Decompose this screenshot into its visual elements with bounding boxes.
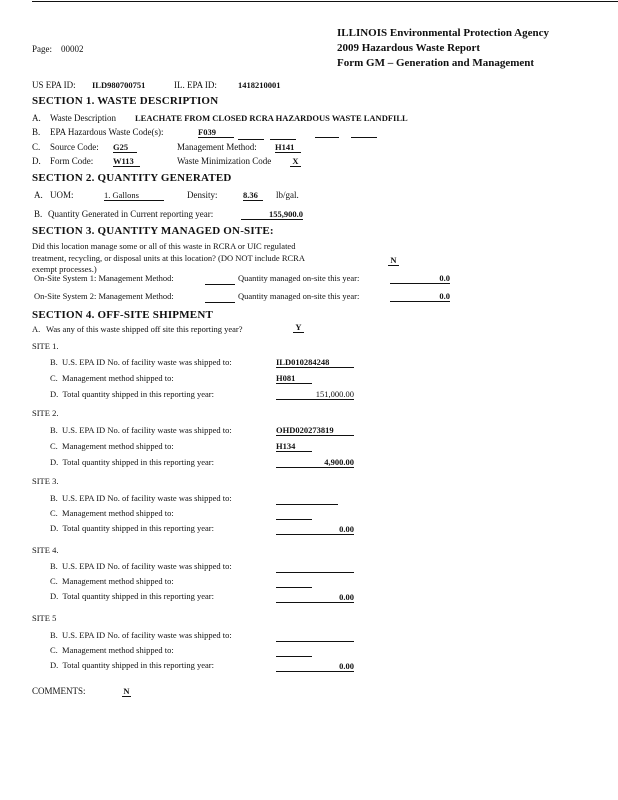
source-code-value: G25	[113, 142, 137, 153]
onsite-system1-method-blank	[205, 284, 235, 285]
site3-epa-id-blank	[276, 504, 338, 505]
waste-description-value: LEACHATE FROM CLOSED RCRA HAZARDOUS WASTE LANDFILL	[135, 113, 408, 123]
form-code-label: Form Code:	[50, 156, 94, 166]
waste-description-label: Waste Description	[50, 113, 117, 123]
s1-d-letter: D.	[32, 156, 41, 166]
site3-title: SITE 3.	[32, 476, 59, 486]
site1-method-value: H081	[276, 373, 312, 384]
site2-qty-value: 4,900.00	[276, 457, 354, 468]
site1-qty-value: 151,000.00	[276, 389, 354, 400]
site1-title: SITE 1.	[32, 341, 59, 351]
s1-a-letter: A.	[32, 113, 41, 123]
form-code-value: W113	[113, 156, 140, 167]
site3-qty-label: D. Total quantity shipped in this reporting year:	[50, 523, 214, 533]
site5-method-label: C. Management method shipped to:	[50, 645, 174, 655]
site4-epa-id-blank	[276, 572, 354, 573]
quantity-generated-label: Quantity Generated in Current reporting year:	[48, 209, 214, 219]
hazardous-code-label: EPA Hazardous Waste Code(s):	[50, 127, 164, 137]
site1-qty-label: D. Total quantity shipped in this reporting year:	[50, 389, 214, 399]
onsite-question-line2: treatment, recycling, or disposal units at this location? (DO NOT include RCRA	[32, 253, 305, 263]
site3-method-label: C. Management method shipped to:	[50, 508, 174, 518]
s2-a-letter: A.	[34, 190, 43, 200]
site2-title: SITE 2.	[32, 408, 59, 418]
onsite-question-line1: Did this location manage some or all of this waste in RCRA or UIC regulated	[32, 241, 296, 251]
shipped-offsite-label: Was any of this waste shipped off site this reporting year?	[46, 324, 243, 334]
section3-title: SECTION 3. QUANTITY MANAGED ON-SITE:	[32, 225, 274, 237]
il-epa-id-label: IL. EPA ID:	[174, 80, 217, 90]
onsite-system1-qty-value: 0.0	[390, 273, 450, 284]
density-unit: lb/gal.	[276, 190, 299, 200]
hazardous-code-blank-3	[315, 137, 339, 138]
site2-qty-label: D. Total quantity shipped in this reporting year:	[50, 457, 214, 467]
site4-qty-label: D. Total quantity shipped in this reporting year:	[50, 591, 214, 601]
report-title: 2009 Hazardous Waste Report	[337, 42, 481, 54]
source-code-label: Source Code:	[50, 142, 99, 152]
il-epa-id-value: 1418210001	[238, 80, 281, 90]
site5-epa-id-label: B. U.S. EPA ID No. of facility waste was shipped to:	[50, 630, 232, 640]
page-number: 00002	[61, 44, 84, 54]
onsite-system2-method-blank	[205, 302, 235, 303]
top-border-line	[32, 1, 618, 2]
site3-method-blank	[276, 519, 312, 520]
site3-qty-value: 0.00	[276, 524, 354, 535]
page-label: Page: 00002	[32, 44, 84, 54]
s2-b-letter: B.	[34, 209, 43, 219]
site4-qty-value: 0.00	[276, 592, 354, 603]
site2-method-value: H134	[276, 441, 312, 452]
s4-a-letter: A.	[32, 324, 41, 334]
onsite-system1-qty-label: Quantity managed on-site this year:	[238, 273, 360, 283]
s1-b-letter: B.	[32, 127, 41, 137]
waste-minimization-label: Waste Minimization Code	[177, 156, 272, 166]
comments-value: N	[123, 686, 130, 696]
site4-method-label: C. Management method shipped to:	[50, 576, 174, 586]
site3-epa-id-label: B. U.S. EPA ID No. of facility waste was shipped to:	[50, 493, 232, 503]
section1-title: SECTION 1. WASTE DESCRIPTION	[32, 95, 219, 107]
waste-minimization-value: X	[290, 156, 301, 167]
s1-c-letter: C.	[32, 142, 41, 152]
hazardous-code-blank-1	[238, 139, 264, 140]
site2-method-label: C. Management method shipped to:	[50, 441, 174, 451]
density-value: 8.36	[243, 190, 263, 201]
site1-epa-id-value: ILD010284248	[276, 357, 354, 368]
site1-epa-id-label: B. U.S. EPA ID No. of facility waste was shipped to:	[50, 357, 232, 367]
site4-epa-id-label: B. U.S. EPA ID No. of facility waste was shipped to:	[50, 561, 232, 571]
quantity-generated-value: 155,900.0	[241, 209, 303, 220]
comments-label: COMMENTS:	[32, 686, 86, 696]
site5-qty-label: D. Total quantity shipped in this reporting year:	[50, 660, 214, 670]
site4-method-blank	[276, 587, 312, 588]
form-title: Form GM – Generation and Management	[337, 57, 535, 69]
agency-title: ILLINOIS Environmental Protection Agency	[337, 27, 549, 39]
site5-method-blank	[276, 656, 312, 657]
site4-title: SITE 4.	[32, 545, 59, 555]
site5-title: SITE 5	[32, 613, 57, 623]
site5-epa-id-blank	[276, 641, 354, 642]
hazardous-code-blank-4	[351, 137, 377, 138]
onsite-system2-qty-value: 0.0	[390, 291, 450, 302]
management-method-value: H141	[275, 142, 301, 153]
onsite-answer-value: N	[388, 255, 399, 266]
shipped-offsite-value: Y	[293, 322, 304, 333]
onsite-system2-qty-label: Quantity managed on-site this year:	[238, 291, 360, 301]
density-label: Density:	[187, 190, 218, 200]
site2-epa-id-value: OHD020273819	[276, 425, 354, 436]
onsite-system2-label: On-Site System 2: Management Method:	[34, 291, 174, 301]
onsite-system1-label: On-Site System 1: Management Method:	[34, 273, 174, 283]
us-epa-id-label: US EPA ID:	[32, 80, 76, 90]
us-epa-id-value: ILD980700751	[92, 80, 146, 90]
onsite-question-line3: exempt processes.)	[32, 264, 97, 274]
site1-method-label: C. Management method shipped to:	[50, 373, 174, 383]
section2-title: SECTION 2. QUANTITY GENERATED	[32, 172, 232, 184]
hazardous-code-value: F039	[198, 127, 234, 138]
management-method-label: Management Method:	[177, 142, 257, 152]
uom-label: UOM:	[50, 190, 74, 200]
uom-value: 1. Gallons	[104, 190, 164, 201]
site2-epa-id-label: B. U.S. EPA ID No. of facility waste was shipped to:	[50, 425, 232, 435]
section4-title: SECTION 4. OFF-SITE SHIPMENT	[32, 309, 214, 321]
hazardous-code-blank-2	[270, 139, 296, 140]
site5-qty-value: 0.00	[276, 661, 354, 672]
